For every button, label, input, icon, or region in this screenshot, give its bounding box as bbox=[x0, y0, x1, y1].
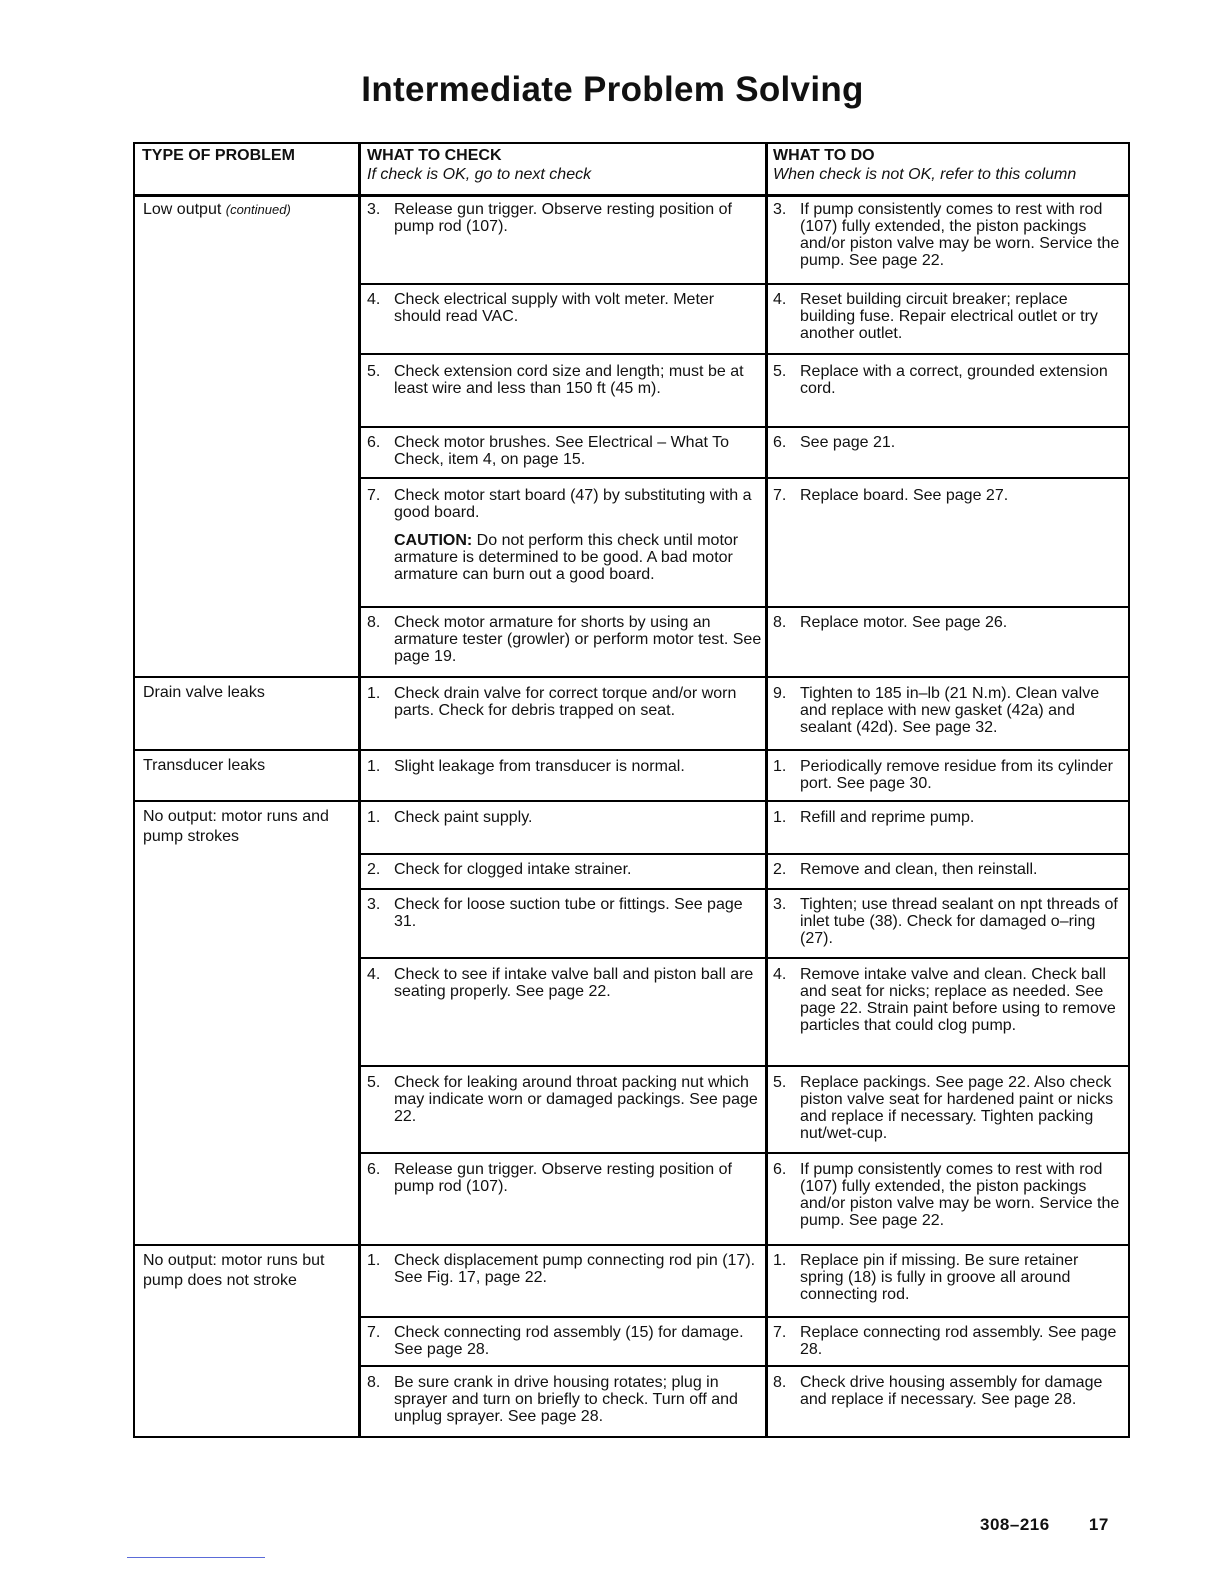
check-cell: 4. Check electrical supply with volt meter. Meter should read VAC. bbox=[367, 291, 715, 325]
row-divider bbox=[358, 1065, 1128, 1067]
action-cell: 7. Replace connecting rod assembly. See page 28. bbox=[773, 1324, 1117, 1358]
action-cell: 6. See page 21. bbox=[773, 434, 896, 451]
header-do: WHAT TO DO When check is not OK, refer to this column bbox=[773, 147, 1077, 183]
document-number: 308–216 bbox=[980, 1515, 1050, 1534]
check-cell: 7. Check motor start board (47) by substituting with a good board. CAUTION: Do not perform this check until motor armature is determined to be good. A bad motor armature can burn out a good board. bbox=[367, 487, 762, 583]
row-divider bbox=[358, 426, 1128, 428]
caution-note: CAUTION: Do not perform this check until motor armature is determined to be good. A bad motor armature can burn out a good board. bbox=[394, 532, 739, 583]
check-cell: 1. Check drain valve for correct torque and/or worn parts. Check for debris trapped on seat. bbox=[367, 685, 737, 719]
check-cell: 4. Check to see if intake valve ball and piston ball are seating properly. See page 22. bbox=[367, 966, 754, 1000]
row-divider bbox=[358, 1365, 1128, 1367]
row-divider bbox=[358, 477, 1128, 479]
problem-table bbox=[133, 142, 1130, 1438]
check-cell: 1. Slight leakage from transducer is normal. bbox=[367, 758, 685, 775]
action-cell: 1. Periodically remove residue from its cylinder port. See page 30. bbox=[773, 758, 1113, 792]
row-divider bbox=[358, 888, 1128, 890]
action-cell: 7. Replace board. See page 27. bbox=[773, 487, 1009, 504]
header-type: TYPE OF PROBLEM bbox=[142, 147, 295, 164]
action-cell: 2. Remove and clean, then reinstall. bbox=[773, 861, 1038, 878]
problem-no-output-no-stroke: No output: motor runs but pump does not stroke bbox=[143, 1252, 325, 1289]
check-cell: 1. Check displacement pump connecting rod pin (17). See Fig. 17, page 22. bbox=[367, 1252, 756, 1286]
action-cell: 5. Replace with a correct, grounded extension cord. bbox=[773, 363, 1108, 397]
problem-transducer: Transducer leaks bbox=[143, 757, 266, 774]
action-cell: 4. Reset building circuit breaker; replace building fuse. Repair electrical outlet or try another outlet. bbox=[773, 291, 1098, 342]
row-divider bbox=[358, 1316, 1128, 1318]
decorative-underline bbox=[127, 1557, 265, 1558]
action-cell: 9. Tighten to 185 in–lb (21 N.m). Clean valve and replace with new gasket (42a) and sealant (42d). See page 32. bbox=[773, 685, 1100, 736]
check-cell: 5. Check extension cord size and length; must be at least wire and less than 150 ft (45 m). bbox=[367, 363, 744, 397]
row-divider bbox=[358, 283, 1128, 285]
action-cell: 4. Remove intake valve and clean. Check ball and seat for nicks; replace as needed. See page 22. Strain paint before using to remove particles that could clog pump. bbox=[773, 966, 1116, 1034]
check-cell: 1. Check paint supply. bbox=[367, 809, 533, 826]
row-divider bbox=[358, 606, 1128, 608]
action-cell: 1. Replace pin if missing. Be sure retainer spring (18) is fully in groove all around connecting rod. bbox=[773, 1252, 1079, 1303]
check-cell: 2. Check for clogged intake strainer. bbox=[367, 861, 632, 878]
column-divider bbox=[358, 144, 361, 1436]
check-cell: 8. Check motor armature for shorts by using an armature tester (growler) or perform motor test. See page 19. bbox=[367, 614, 762, 665]
row-divider bbox=[358, 853, 1128, 855]
check-cell: 5. Check for leaking around throat packing nut which may indicate worn or damaged packings. See page 22. bbox=[367, 1074, 758, 1125]
table-header bbox=[135, 144, 1128, 197]
row-divider bbox=[358, 957, 1128, 959]
problem-low-output: Low output (continued) bbox=[143, 201, 291, 218]
action-cell: 3. Tighten; use thread sealant on npt threads of inlet tube (38). Check for damaged o–ring (27). bbox=[773, 896, 1118, 947]
row-divider bbox=[135, 749, 1128, 751]
row-divider bbox=[135, 800, 1128, 802]
check-cell: 8. Be sure crank in drive housing rotates; plug in sprayer and turn on briefly to check. Turn off and unplug sprayer. See page 28. bbox=[367, 1374, 738, 1425]
check-cell: 6. Check motor brushes. See Electrical – What To Check, item 4, on page 15. bbox=[367, 434, 729, 468]
action-cell: 8. Replace motor. See page 26. bbox=[773, 614, 1008, 631]
check-cell: 3. Release gun trigger. Observe resting position of pump rod (107). bbox=[367, 201, 732, 235]
action-cell: 5. Replace packings. See page 22. Also check piston valve seat for hardened paint or nicks and replace if necessary. Tighten packing nut/wet-cup. bbox=[773, 1074, 1114, 1142]
row-divider bbox=[135, 676, 1128, 678]
check-cell: 6. Release gun trigger. Observe resting position of pump rod (107). bbox=[367, 1161, 732, 1195]
row-divider bbox=[358, 1152, 1128, 1154]
check-cell: 3. Check for loose suction tube or fittings. See page 31. bbox=[367, 896, 743, 930]
action-cell: 6. If pump consistently comes to rest with rod (107) fully extended, the piston packings and/or piston valve may be worn. Service the pump. See page 22. bbox=[773, 1161, 1120, 1229]
problem-no-output-strokes: No output: motor runs and pump strokes bbox=[143, 808, 329, 845]
page-number: 17 bbox=[1088, 1515, 1109, 1534]
header-check: WHAT TO CHECK If check is OK, go to next check bbox=[367, 147, 592, 183]
row-divider bbox=[135, 1244, 1128, 1246]
page-footer bbox=[980, 1515, 1109, 1535]
check-cell: 7. Check connecting rod assembly (15) for damage. See page 28. bbox=[367, 1324, 744, 1358]
action-cell: 1. Refill and reprime pump. bbox=[773, 809, 975, 826]
page-title: Intermediate Problem Solving bbox=[361, 70, 864, 109]
action-cell: 8. Check drive housing assembly for damage and replace if necessary. See page 28. bbox=[773, 1374, 1103, 1408]
action-cell: 3. If pump consistently comes to rest with rod (107) fully extended, the piston packings and/or piston valve may be worn. Service the pump. See page 22. bbox=[773, 201, 1120, 269]
column-divider bbox=[765, 144, 768, 1436]
problem-drain-valve: Drain valve leaks bbox=[143, 684, 265, 701]
row-divider bbox=[358, 353, 1128, 355]
